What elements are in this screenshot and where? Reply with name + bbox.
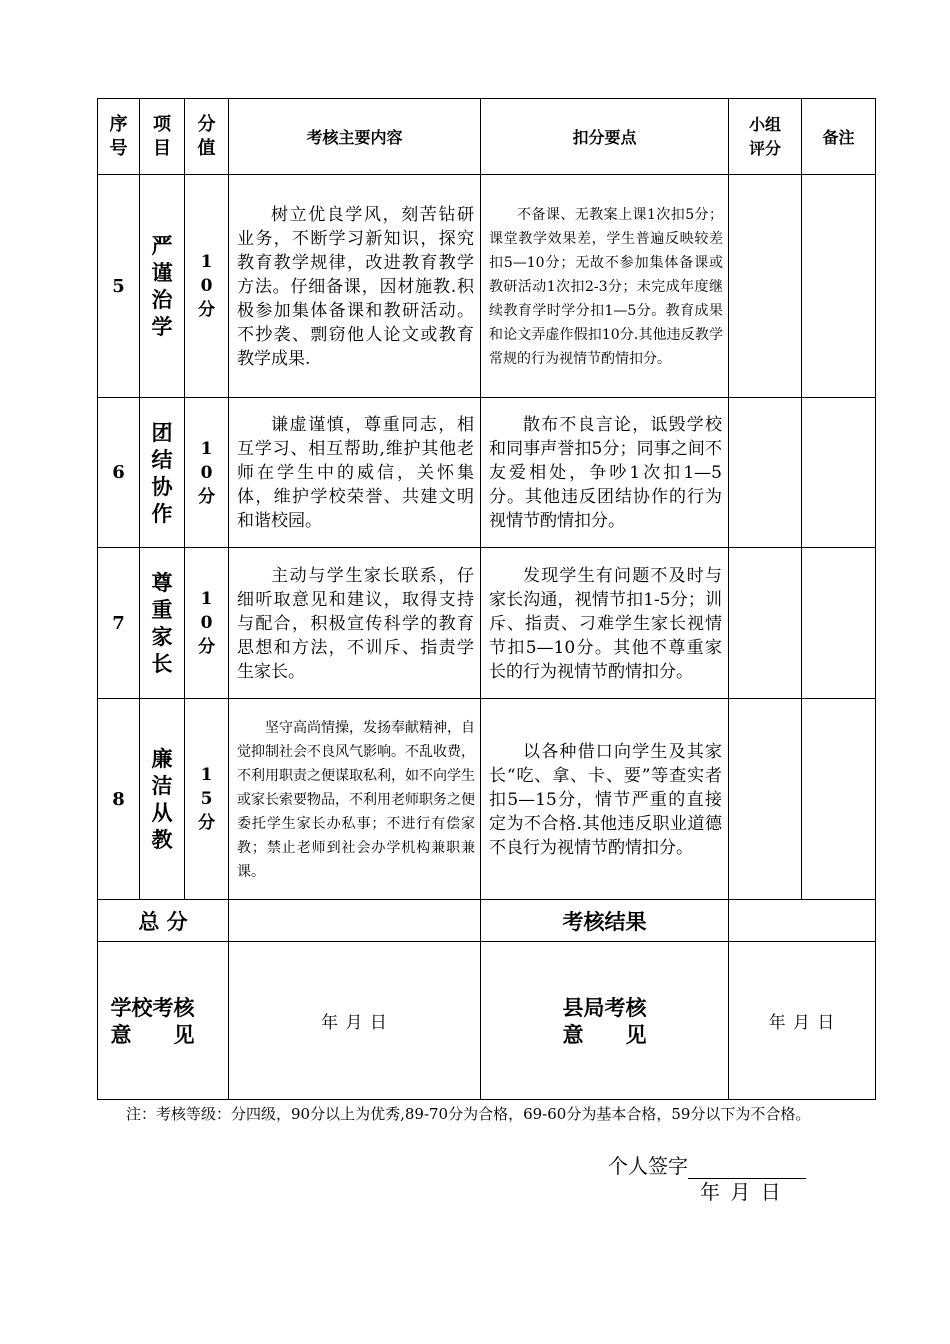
header-group-score: 小组评分 (729, 99, 802, 175)
row-deduction: 散布不良言论，诋毁学校和同事声誉扣5分；同事之间不友爱相处，争吵1次扣1—5分。其他违反团结协作的行为视情节酌情扣分。 (481, 398, 729, 548)
row-deduction: 不备课、无教案上课1次扣5分；课堂教学效果差，学生普遍反映较差扣5—10分；无故不参加集体备课或教研活动1次扣2-3分；未完成年度继续教育学时学分扣1—5分。教育成果和论文弄虚作假扣10分.其他违反教学常规的行为视情节酌情扣分。 (481, 175, 729, 398)
header-remark: 备注 (802, 99, 876, 175)
row-score: 10分 (185, 175, 229, 398)
row-number: 7 (98, 548, 140, 699)
total-score-value (229, 900, 481, 942)
opinion-row (98, 942, 876, 1100)
row-item: 严谨治学 (140, 175, 185, 398)
school-opinion-date: 年 月 日 (229, 942, 481, 1100)
signature-label: 个人签字 (608, 1154, 688, 1178)
header-seq: 序号 (98, 99, 140, 175)
county-opinion-label: 县局考核 意 见 (481, 942, 729, 1100)
table-row (98, 175, 876, 398)
table-row (98, 398, 876, 548)
row-content: 树立优良学风，刻苦钻研业务，不断学习新知识，探究教育教学规律，改进教育教学方法。仔细备课，因材施教.积极参加集体备课和教研活动。不抄袭、剽窃他人论文或教育教学成果. (229, 175, 481, 398)
signature-area (608, 1150, 806, 1179)
result-label: 考核结果 (481, 900, 729, 942)
row-remark (802, 175, 876, 398)
row-item: 团结协作 (140, 398, 185, 548)
county-opinion-date: 年 月 日 (729, 942, 876, 1100)
header-deduction: 扣分要点 (481, 99, 729, 175)
summary-row (98, 900, 876, 942)
row-score: 15分 (185, 699, 229, 900)
row-score: 10分 (185, 398, 229, 548)
table-row (98, 699, 876, 900)
row-deduction: 以各种借口向学生及其家长“吃、拿、卡、要”等查实者扣5—15分，情节严重的直接定为不合格.其他违反职业道德不良行为视情节酌情扣分。 (481, 699, 729, 900)
result-value (729, 900, 876, 942)
total-score-label: 总 分 (98, 900, 229, 942)
assessment-table (97, 98, 876, 1100)
row-content: 谦虚谨慎，尊重同志，相互学习、相互帮助,维护其他老师在学生中的威信，关怀集体，维护学校荣誉、共建文明和谐校园。 (229, 398, 481, 548)
row-group-score (729, 699, 802, 900)
row-group-score (729, 548, 802, 699)
row-remark (802, 699, 876, 900)
row-score: 10分 (185, 548, 229, 699)
signature-date: 年 月 日 (700, 1180, 783, 1204)
row-item: 廉洁从教 (140, 699, 185, 900)
table-row (98, 548, 876, 699)
row-group-score (729, 175, 802, 398)
grading-note: 注：考核等级：分四级，90分以上为优秀,89-70分为合格，69-60分为基本合格，59分以下为不合格。 (126, 1105, 811, 1123)
row-remark (802, 548, 876, 699)
row-content: 主动与学生家长联系，仔细听取意见和建议，取得支持与配合，积极宣传科学的教育思想和方法，不训斥、指责学生家长。 (229, 548, 481, 699)
school-opinion-label: 学校考核 意 见 (98, 942, 229, 1100)
row-number: 6 (98, 398, 140, 548)
header-item: 项目 (140, 99, 185, 175)
header-row (98, 99, 876, 175)
row-number: 5 (98, 175, 140, 398)
header-content: 考核主要内容 (229, 99, 481, 175)
row-number: 8 (98, 699, 140, 900)
row-remark (802, 398, 876, 548)
row-content: 坚守高尚情操，发扬奉献精神，自觉抑制社会不良风气影响。不乱收费，不利用职责之便谋取私利，如不向学生或家长索要物品，不利用老师职务之便委托学生家长办私事；不进行有偿家教；禁止老师到社会办学机构兼职兼课。 (229, 699, 481, 900)
header-score: 分值 (185, 99, 229, 175)
row-item: 尊重家长 (140, 548, 185, 699)
row-deduction: 发现学生有问题不及时与家长沟通，视情节扣1-5分；训斥、指责、刁难学生家长视情节扣5—10分。其他不尊重家长的行为视情节酌情扣分。 (481, 548, 729, 699)
row-group-score (729, 398, 802, 548)
